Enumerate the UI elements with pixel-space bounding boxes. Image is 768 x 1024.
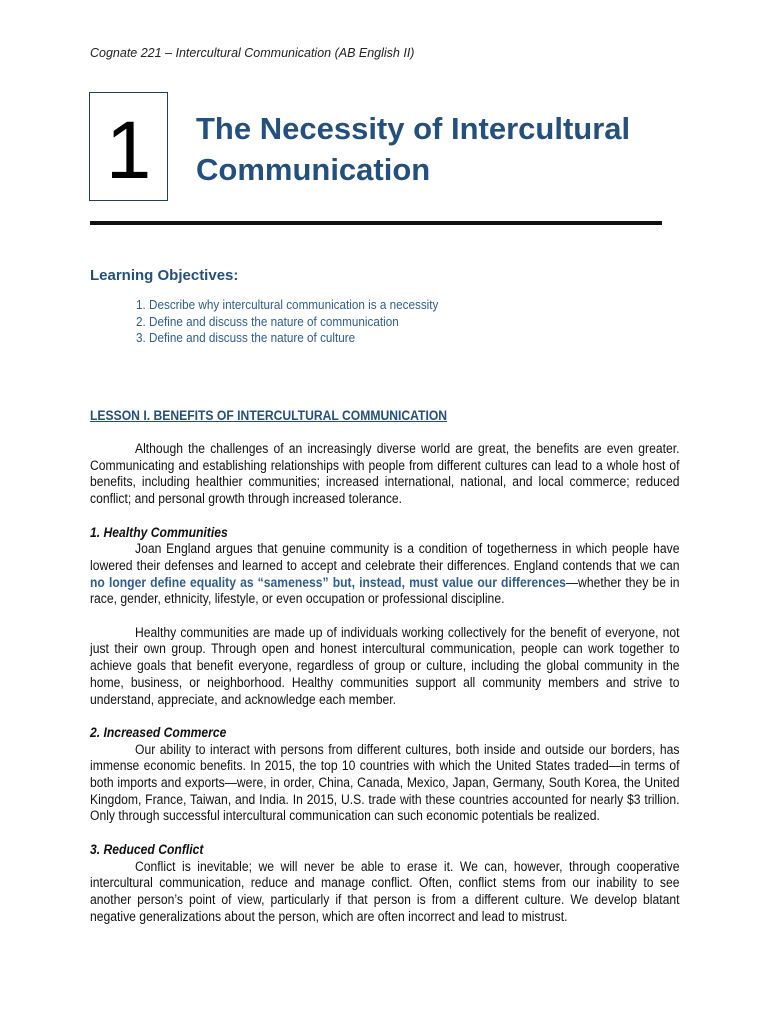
title-divider bbox=[90, 221, 662, 225]
emphasized-text: no longer define equality as “sameness” but, instead, must value our differences bbox=[90, 574, 566, 590]
chapter-title bbox=[196, 108, 696, 190]
healthy-communities-paragraph-2: Healthy communities are made up of individuals working collectively for the benefit of everyone, not just their own group. Through open and honest intercultural communication, people can work together to achieve goals that benefit everyone, regardless of group or culture, including the global community in the home, business, or neighborhood. Healthy communities support all community members and strive to understand, appreciate, and acknowledge each member. bbox=[90, 624, 680, 707]
section-heading-healthy-communities: 1. Healthy Communities bbox=[90, 524, 228, 540]
reduced-conflict-paragraph: Conflict is inevitable; we will never be able to erase it. We can, however, through cooperative intercultural communication, reduce and manage conflict. Often, conflict stems from our inability to see another person’s point of view, particularly if that person is from a different culture. We develop blatant negative generalizations about the person, which are often incorrect and lead to mistrust. bbox=[90, 858, 680, 924]
lesson-heading: LESSON I. BENEFITS OF INTERCULTURAL COMMUNICATION bbox=[90, 408, 448, 423]
lesson-body bbox=[90, 441, 680, 925]
healthy-communities-paragraph-1 bbox=[90, 541, 680, 608]
running-header: Cognate 221 – Intercultural Communication (AB English II) bbox=[90, 46, 415, 60]
paragraph-text: Joan England argues that genuine community is a condition of togetherness in which people have lowered their defenses and learned to accept and celebrate their differences. England contends that we can bbox=[90, 541, 680, 573]
objective-item: 1. Describe why intercultural communication is a necessity bbox=[136, 297, 439, 312]
increased-commerce-paragraph: Our ability to interact with persons from different cultures, both inside and outside our borders, has immense economic benefits. In 2015, the top 10 countries with which the United States traded—in terms of both imports and exports—were, in order, China, Canada, Mexico, Japan, Germany, South Korea, the United Kingdom, France, Taiwan, and India. In 2015, U.S. trade with these countries accounted for nearly $3 trillion. Only through successful intercultural communication can such economic potentials be realized. bbox=[90, 741, 680, 824]
section-heading-reduced-conflict: 3. Reduced Conflict bbox=[90, 841, 204, 857]
section-heading-increased-commerce: 2. Increased Commerce bbox=[90, 724, 227, 740]
paragraph-text: —whether they be in race, gender, ethnicity, lifestyle, or even occupation or professional discipline. bbox=[90, 574, 680, 607]
chapter-title-line-1: The Necessity of Intercultural bbox=[196, 111, 631, 146]
objective-item: 2. Define and discuss the nature of communication bbox=[136, 313, 399, 329]
objectives-list bbox=[136, 297, 438, 347]
chapter-number-box bbox=[89, 92, 168, 201]
intro-paragraph: Although the challenges of an increasingly diverse world are great, the benefits are even greater. Communicating and establishing relationships with people from different cultures can lead to a whole host of benefits, including healthier communities; increased international, national, and local commerce; reduced conflict; and personal growth through increased tolerance. bbox=[90, 441, 680, 507]
objective-item: 3. Define and discuss the nature of culture bbox=[136, 330, 356, 345]
chapter-title-line-2: Communication bbox=[196, 152, 431, 187]
chapter-number: 1 bbox=[105, 104, 152, 196]
objectives-heading: Learning Objectives: bbox=[90, 267, 239, 284]
